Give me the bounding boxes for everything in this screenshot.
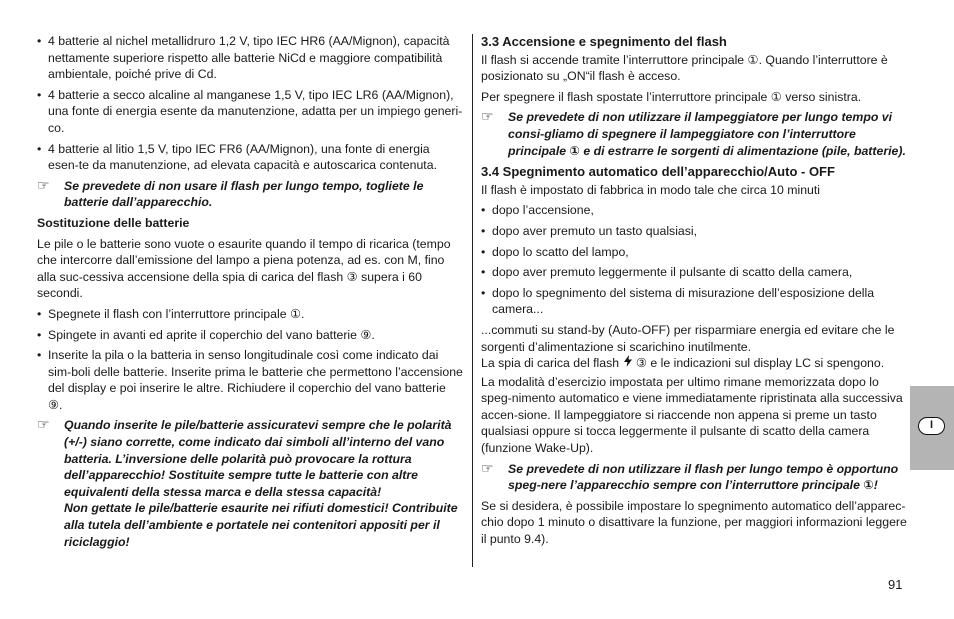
step-switch-off: • Spegnete il flash con l’interruttore principale ①. (37, 306, 463, 323)
note-polarity (37, 417, 463, 550)
flash-bolt-icon (623, 355, 633, 372)
paragraph-auto-off-settings: Se si desidera, è possibile impostare lo spegnimento automatico dell’apparec-chio dopo 1 minuto o disattivare la funzione, per maggiori informazioni leggere il punto 9.4). (481, 498, 907, 547)
note-text-disposal: Non gettate le pile/batterie esaurite nei rifiuti domestici! Contribuite alla tutela dell’ambiente e portatele nei contenitori appositi per il riciclaggio! (64, 501, 458, 549)
paragraph-factory-setting: Il flash è impostato di fabbrica in modo tale che circa 10 minuti (481, 182, 821, 197)
pointing-hand-icon: ☞ (37, 416, 50, 433)
language-badge: I (918, 417, 945, 435)
paragraph-switch-off: Per spegnere il flash spostate l’interruttore principale ① verso sinistra. (481, 89, 862, 104)
charge-text-b: ③ e le indicazioni sul display LC si spengono. (635, 356, 885, 371)
heading-3-4: 3.4 Spegnimento automatico dell’apparecchio/Auto - OFF (481, 164, 835, 180)
battery-type-lithium: • 4 batterie al litio 1,5 V, tipo IEC FR6 (AA/Mignon), una fonte di energia esen-te da manutenzione, ad elevata capacità e autoscarica contenuta. (37, 141, 463, 174)
note-switch-off-main (481, 461, 907, 494)
paragraph-charge-indicator (481, 355, 907, 372)
step-insert-batteries: • Inserite la pila o la batteria in senso longitudinale così come indicato dai sim-boli delle batterie. Inserite prima le batterie che permettono l’accensione del display e poi inserire le altre. Richiudere il coperchio del vano batterie ⑨. (37, 347, 463, 413)
list-item: • dopo lo scatto del lampo, (481, 244, 907, 261)
list-item: • dopo aver premuto leggermente il pulsante di scatto della camera, (481, 264, 907, 281)
list-item: • dopo l’accensione, (481, 202, 907, 219)
column-divider (472, 34, 473, 567)
note-text: Se prevedete di non utilizzare il lampeggiatore per lungo tempo vi consi-gliamo di spegnere il lampeggiatore con l’interruttore principale ① e di estrarre le sorgenti di alimentazione (pile, batterie). (508, 110, 906, 158)
pointing-hand-icon: ☞ (481, 459, 494, 476)
heading-3-3: 3.3 Accensione e spegnimento del flash (481, 34, 727, 49)
paragraph-memory: La modalità d’esercizio impostata per ultimo rimane memorizzata dopo lo speg-nimento automatico e viene immediatamente ripristinata alla successiva accen-sione. Il lampeggiatore si riaccende non appena si preme un tasto qualsiasi oppure si tocca leggermente il pulsante di scatto della camera (funzione Wake-Up). (481, 374, 903, 456)
section-subheading: Sostituzione delle batterie (37, 215, 190, 230)
left-column (37, 33, 463, 550)
right-column (481, 33, 907, 548)
step-open-cover: • Spingete in avanti ed aprite il coperchio del vano batterie ⑨. (37, 327, 463, 344)
battery-type-alkaline: • 4 batterie a secco alcaline al manganese 1,5 V, tipo IEC LR6 (AA/Mignon), una fonte di energia esente da manutenzione, adatta per un impiego generi-co. (37, 87, 463, 137)
battery-type-nimh: • 4 batterie al nichel metallidruro 1,2 V, tipo IEC HR6 (AA/Mignon), capacità nettamente superiore rispetto alle batterie NiCd e maggiore compatibilità ambientale, poiché prive di Cd. (37, 33, 463, 83)
language-tab (910, 386, 954, 470)
note-long-storage (481, 109, 907, 159)
page-number: 91 (888, 577, 903, 592)
note-text: Se prevedete di non usare il flash per lungo tempo, togliete le batterie dall’apparecchio. (64, 178, 424, 210)
list-item: • dopo aver premuto un tasto qualsiasi, (481, 223, 907, 240)
paragraph-battery-empty: Le pile o le batterie sono vuote o esaurite quando il tempo di ricarica (tempo che intercorre dall’emissione del lampo a piena potenza, ad es. con M, fino alla suc-cessiva accensione della spia di carica del flash ③ supera i 60 secondi. (37, 236, 451, 301)
note-remove-batteries (37, 178, 463, 211)
note-text: Quando inserite le pile/batterie assicuratevi sempre che le polarità (+/-) siano corrette, come indicato dai simboli all’interno del vano batteria. L’inversione delle polarità può provocare la rottura dell’apparecchio! Sostituite sempre tutte le batterie con altre equivalenti della stessa marca e della stessa capacità! (64, 418, 452, 499)
pointing-hand-icon: ☞ (481, 108, 494, 125)
paragraph-switch-on: Il flash si accende tramite l’interruttore principale ①. Quando l’interruttore è posizionato su „ON“il flash è acceso. (481, 52, 888, 84)
charge-text-a: La spia di carica del flash (481, 356, 620, 371)
note-text: Se prevedete di non utilizzare il flash per lungo tempo è opportuno speg-nere l’apparecchio sempre con l’interruttore principale ①! (508, 461, 899, 493)
list-item: • dopo lo spegnimento del sistema di misurazione dell’esposizione della camera... (481, 285, 907, 318)
paragraph-standby: ...commuti su stand-by (Auto-OFF) per risparmiare energia ed evitare che le sorgenti d’alimentazione si scarichino inutilmente. (481, 322, 895, 354)
pointing-hand-icon: ☞ (37, 176, 50, 193)
